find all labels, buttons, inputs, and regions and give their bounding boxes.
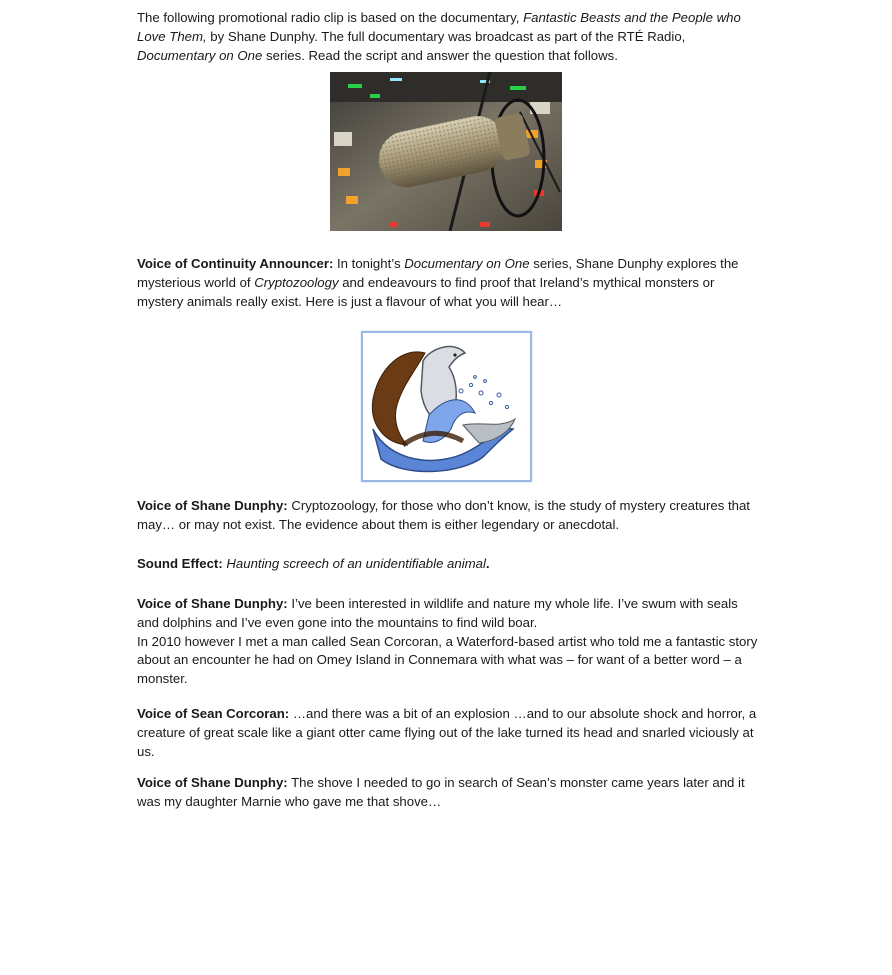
series-name: Documentary on One [137, 47, 263, 63]
intro-text: The following promotional radio clip is based on the documentary, [137, 10, 524, 25]
documentary-title: Fantastic Beasts and the People who Love Them, [137, 10, 741, 44]
sound-effect-label: Sound Effect: [137, 556, 223, 571]
dunphy-paragraph-3 [137, 774, 762, 812]
speaker-label: Voice of Sean Corcoran: [137, 706, 290, 721]
intro-text: by Shane Dunphy. The full documentary was broadcast as part of the RTÉ Radio, [206, 28, 686, 44]
speaker-label: Voice of Shane Dunphy: [137, 775, 288, 790]
announcer-paragraph [137, 255, 762, 311]
dunphy-text: Cryptozoology, for those who don’t know, is the study of mystery creatures that may… or may not exist. The evidence about them is either legendary or anecdotal. [137, 498, 750, 532]
announcer-text: and endeavours to find proof that Ireland’s mythical monsters or mystery animals really exist. Here is just a flavour of what you will hear… [137, 274, 715, 309]
dunphy-text: In 2010 however I met a man called Sean Corcoran, a Waterford-based artist who told me a fantastic story about an encounter he had on Omey Island in Connemara with what was – for want of a better word – a monster. [137, 633, 758, 687]
dunphy-paragraph-2 [137, 595, 762, 689]
series-name: Documentary on One [404, 256, 530, 271]
intro-text: series. Read the script and answer the question that follows. [262, 47, 618, 63]
speaker-label: Voice of Shane Dunphy: [137, 596, 288, 611]
sound-effect-text: Haunting screech of an unidentifiable animal [226, 556, 486, 571]
speaker-label: Voice of Shane Dunphy: [137, 498, 288, 513]
corcoran-paragraph [137, 705, 762, 761]
speaker-label: Voice of Continuity Announcer: [137, 256, 334, 271]
corcoran-text: …and there was a bit of an explosion …and to our absolute shock and horror, a creature of great scale like a giant otter came flying out of the lake turned its head and snarled viciously at us. [137, 706, 757, 759]
sound-effect-period: . [485, 556, 490, 571]
mermaid-dolphin-logo [361, 331, 532, 482]
dunphy-text: The shove I needed to go in search of Sean’s monster came years later and it was my daughter Marnie who gave me that shove… [137, 775, 745, 809]
announcer-text: In tonight’s [333, 256, 405, 271]
intro-paragraph [137, 9, 762, 65]
microphone-photo [330, 72, 562, 231]
announcer-text: series, Shane Dunphy explores the mysterious world of [137, 256, 739, 290]
dunphy-text: I’ve been interested in wildlife and nature my whole life. I’ve swum with seals and dolphins and I’ve even gone into the mountains to find wild boar. [137, 596, 738, 630]
cryptozoology-term: Cryptozoology [254, 274, 339, 290]
dunphy-paragraph-1 [137, 497, 762, 535]
sound-effect-paragraph [137, 555, 762, 574]
